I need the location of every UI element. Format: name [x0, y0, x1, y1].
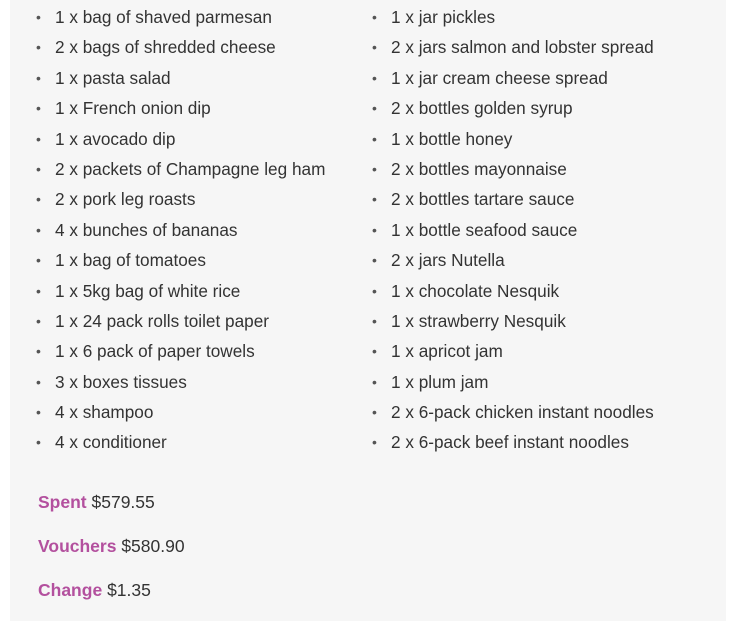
- bullet-icon: •: [36, 191, 41, 208]
- vouchers-label: Vouchers: [38, 536, 117, 556]
- list-item-text: 2 x jars Nutella: [391, 250, 505, 271]
- bullet-icon: •: [36, 221, 41, 238]
- list-item-text: 1 x pasta salad: [55, 67, 171, 88]
- list-item: [372, 276, 712, 306]
- vouchers-row: [38, 534, 185, 578]
- list-item: [372, 427, 712, 457]
- bullet-icon: •: [36, 434, 41, 451]
- shopping-list-card: [10, 0, 726, 621]
- bullet-icon: •: [372, 343, 377, 360]
- list-item-text: 1 x bottle honey: [391, 128, 513, 149]
- list-item-text: 4 x conditioner: [55, 432, 167, 453]
- bullet-icon: •: [372, 9, 377, 25]
- list-item: [372, 306, 712, 336]
- bullet-icon: •: [372, 100, 377, 117]
- spent-label: Spent: [38, 492, 87, 512]
- list-item-text: 1 x 24 pack rolls toilet paper: [55, 310, 270, 331]
- list-item: [36, 184, 366, 214]
- bullet-icon: •: [372, 434, 377, 451]
- list-item: [372, 63, 712, 93]
- list-item-text: 1 x 5kg bag of white rice: [55, 280, 241, 301]
- list-item-text: 2 x 6-pack chicken instant noodles: [391, 402, 654, 423]
- list-item: [372, 336, 712, 366]
- list-item-text: 1 x avocado dip: [55, 128, 176, 149]
- list-item-text: 1 x 6 pack of paper towels: [55, 341, 255, 362]
- list-item-text: 1 x apricot jam: [391, 341, 503, 362]
- list-item: [372, 154, 712, 184]
- list-item-text: 1 x plum jam: [391, 371, 489, 392]
- list-item: [36, 93, 366, 123]
- bullet-icon: •: [36, 100, 41, 117]
- bullet-icon: •: [372, 282, 377, 299]
- bullet-icon: •: [372, 69, 377, 86]
- list-item-text: 2 x bottles mayonnaise: [391, 158, 567, 179]
- change-value: $1.35: [107, 580, 151, 600]
- list-item-text: 1 x bottle seafood sauce: [391, 219, 578, 240]
- bullet-icon: •: [36, 9, 41, 25]
- list-item: [36, 276, 366, 306]
- list-item: [372, 245, 712, 275]
- bullet-icon: •: [372, 39, 377, 56]
- list-item-text: 4 x bunches of bananas: [55, 219, 238, 240]
- list-item: [36, 63, 366, 93]
- list-item: [372, 397, 712, 427]
- shopping-list-right-column: [372, 2, 712, 458]
- bullet-icon: •: [372, 191, 377, 208]
- change-row: [38, 578, 185, 622]
- list-item: [36, 427, 366, 457]
- shopping-list-left-column: [36, 2, 366, 458]
- list-item: [36, 336, 366, 366]
- bullet-icon: •: [36, 160, 41, 177]
- list-item-text: 1 x French onion dip: [55, 98, 211, 119]
- bullet-icon: •: [36, 312, 41, 329]
- list-item: [36, 306, 366, 336]
- bullet-icon: •: [36, 404, 41, 421]
- bullet-icon: •: [372, 312, 377, 329]
- bullet-icon: •: [36, 39, 41, 56]
- list-item-text: 4 x shampoo: [55, 402, 154, 423]
- list-item: [372, 32, 712, 62]
- list-item-text: 2 x bottles tartare sauce: [391, 189, 575, 210]
- bullet-icon: •: [36, 373, 41, 390]
- list-item-text: 1 x jar pickles: [391, 7, 496, 27]
- bullet-icon: •: [372, 252, 377, 269]
- bullet-icon: •: [36, 282, 41, 299]
- totals-section: [38, 490, 185, 622]
- list-item-text: 2 x pork leg roasts: [55, 189, 196, 210]
- bullet-icon: •: [36, 130, 41, 147]
- list-item: [372, 2, 712, 32]
- list-item: [36, 2, 366, 32]
- list-item: [36, 397, 366, 427]
- bullet-icon: •: [36, 252, 41, 269]
- bullet-icon: •: [36, 343, 41, 360]
- list-item: [36, 245, 366, 275]
- list-item-text: 3 x boxes tissues: [55, 371, 187, 392]
- change-label: Change: [38, 580, 103, 600]
- bullet-icon: •: [36, 69, 41, 86]
- list-item: [372, 124, 712, 154]
- bullet-icon: •: [372, 130, 377, 147]
- spent-row: [38, 490, 185, 534]
- list-item-text: 1 x chocolate Nesquik: [391, 280, 560, 301]
- list-item: [372, 215, 712, 245]
- list-item-text: 2 x packets of Champagne leg ham: [55, 158, 326, 179]
- list-item-text: 1 x bag of tomatoes: [55, 250, 206, 271]
- list-item-text: 1 x jar cream cheese spread: [391, 67, 608, 88]
- vouchers-value: $580.90: [121, 536, 185, 556]
- bullet-icon: •: [372, 373, 377, 390]
- list-item: [36, 124, 366, 154]
- list-item: [36, 215, 366, 245]
- bullet-icon: •: [372, 404, 377, 421]
- bullet-icon: •: [372, 160, 377, 177]
- list-item-text: 2 x bottles golden syrup: [391, 98, 573, 119]
- spent-value: $579.55: [91, 492, 155, 512]
- list-item-text: 2 x jars salmon and lobster spread: [391, 37, 654, 58]
- list-item-text: 2 x 6-pack beef instant noodles: [391, 432, 629, 453]
- list-item: [372, 367, 712, 397]
- bullet-icon: •: [372, 221, 377, 238]
- list-item: [36, 32, 366, 62]
- list-item-text: 1 x bag of shaved parmesan: [55, 7, 272, 27]
- list-item: [372, 184, 712, 214]
- list-item-text: 1 x strawberry Nesquik: [391, 310, 566, 331]
- list-item-text: 2 x bags of shredded cheese: [55, 37, 276, 58]
- list-item: [36, 367, 366, 397]
- list-item: [36, 154, 366, 184]
- list-item: [372, 93, 712, 123]
